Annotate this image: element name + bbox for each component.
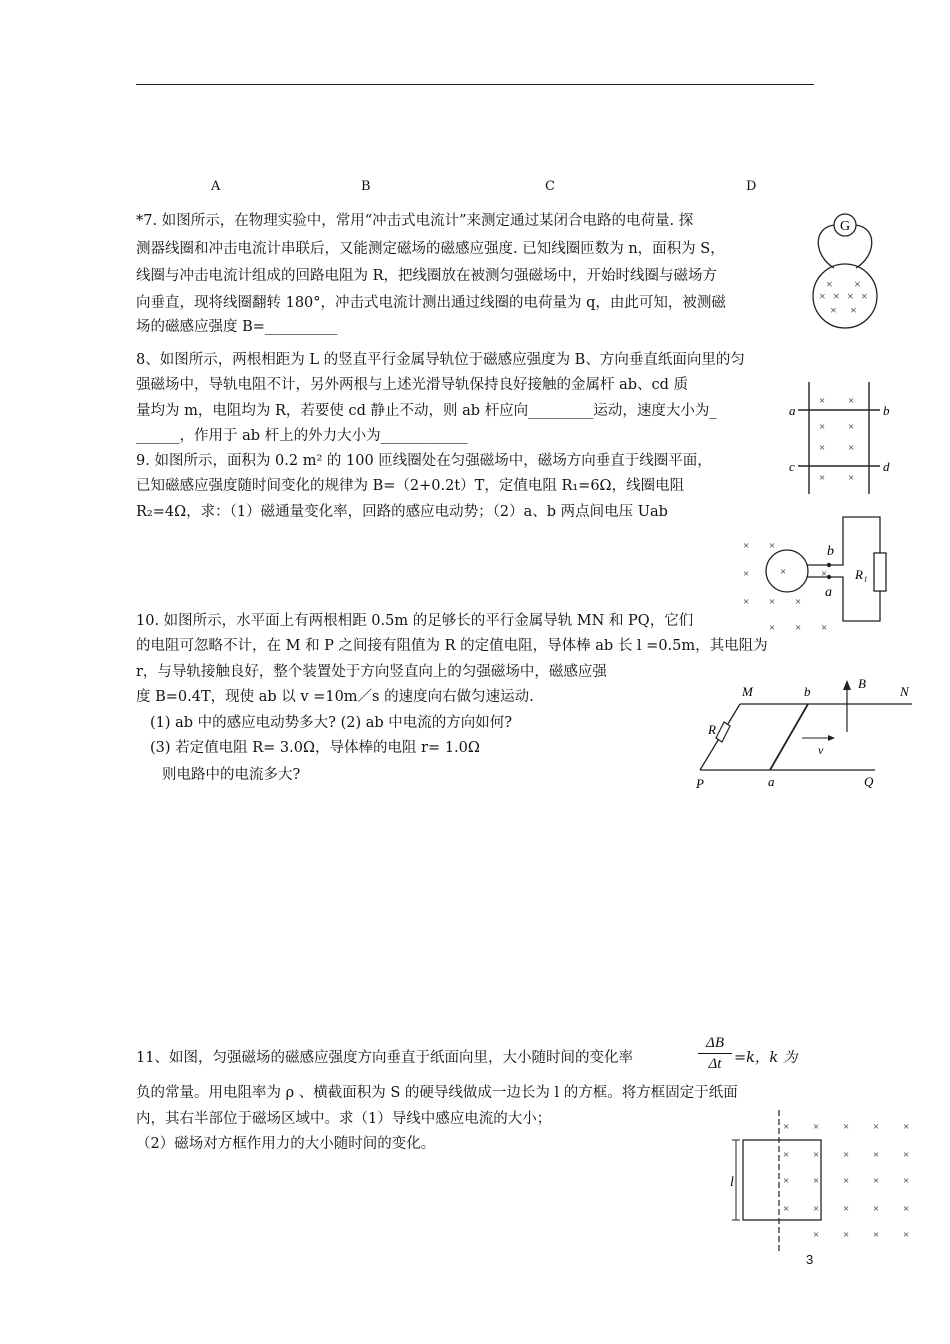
svg-text:×: × — [813, 1121, 820, 1133]
svg-text:×: × — [873, 1229, 880, 1241]
q8-line: ______，作用于 ab 杆上的外力大小为____________ — [136, 428, 468, 444]
svg-text:×: × — [821, 568, 828, 580]
svg-text:×: × — [819, 472, 826, 484]
svg-text:l: l — [730, 1175, 734, 1190]
svg-text:×: × — [783, 1149, 790, 1161]
q11-line-start: 11、如图，匀强磁场的磁感应强度方向垂直于纸面向里，大小随时间的变化率 — [136, 1050, 633, 1066]
svg-text:×: × — [843, 1121, 850, 1133]
svg-text:×: × — [848, 395, 855, 407]
svg-text:v: v — [818, 743, 824, 757]
q9-figure — [735, 513, 895, 645]
svg-text:×: × — [903, 1229, 910, 1241]
svg-text:N: N — [900, 684, 909, 699]
svg-text:×: × — [743, 568, 750, 580]
svg-text:a: a — [768, 774, 775, 789]
svg-text:R₁: R₁ — [855, 567, 868, 582]
svg-text:a: a — [789, 403, 796, 418]
svg-text:d: d — [883, 459, 890, 474]
galvanometer-label: G — [839, 219, 851, 234]
q10-sub: 则电路中的电流多大? — [162, 767, 301, 783]
svg-text:×: × — [873, 1175, 880, 1187]
q8-line: 强磁场中，导轨电阻不计，另外两根与上述光滑导轨保持良好接触的金属杆 ab、cd 质 — [136, 377, 689, 393]
svg-text:×: × — [873, 1149, 880, 1161]
svg-text:×: × — [819, 289, 826, 303]
q11-line: 负的常量。用电阻率为 ρ 、横截面积为 S 的硬导线做成一边长为 l 的方框。将方框固定于纸面 — [136, 1085, 738, 1101]
q9-line: 已知磁感应强度随时间变化的规律为 B=（2+0.2t）T，定值电阻 R₁=6Ω，线圈电阻 — [136, 478, 685, 494]
svg-text:b: b — [883, 403, 890, 418]
svg-text:×: × — [783, 1203, 790, 1215]
svg-text:×: × — [743, 540, 750, 552]
q10-figure — [690, 676, 920, 794]
q11-line-end: =k，k 为 — [734, 1050, 798, 1066]
q11-figure — [728, 1108, 924, 1256]
svg-text:b: b — [804, 684, 811, 699]
svg-text:×: × — [819, 395, 826, 407]
svg-text:×: × — [843, 1175, 850, 1187]
svg-text:×: × — [783, 1121, 790, 1133]
q7-figure — [808, 208, 884, 334]
svg-text:×: × — [850, 303, 857, 317]
option-b: B — [361, 179, 371, 194]
svg-text:×: × — [821, 622, 828, 634]
q7-line: 测器线圈和冲击电流计串联后，又能测定磁场的磁感应强度. 已知线圈匝数为 n，面积为 S， — [136, 241, 725, 257]
q11-fraction-bar — [698, 1053, 732, 1054]
svg-text:×: × — [873, 1121, 880, 1133]
q11-fraction — [698, 1034, 732, 1073]
svg-text:×: × — [903, 1203, 910, 1215]
svg-text:B: B — [858, 676, 866, 691]
q9-line: R₂=4Ω，求：（1）磁通量变化率，回路的感应电动势；（2）a、b 两点间电压 Uab — [136, 504, 668, 520]
svg-text:×: × — [813, 1203, 820, 1215]
q8-line: 8、如图所示，两根相距为 L 的竖直平行金属导轨位于磁感应强度为 B、方向垂直纸面向里的匀 — [136, 352, 745, 368]
svg-text:×: × — [819, 421, 826, 433]
option-d: D — [746, 179, 757, 194]
option-a: A — [211, 179, 221, 194]
header-rule — [136, 84, 814, 85]
svg-text:×: × — [830, 303, 837, 317]
svg-text:×: × — [769, 540, 776, 552]
svg-text:×: × — [903, 1175, 910, 1187]
svg-text:×: × — [795, 596, 802, 608]
svg-text:×: × — [813, 1229, 820, 1241]
q10-line: 的电阻可忽略不计，在 M 和 P 之间接有阻值为 R 的定值电阻，导体棒 ab 长 l =0.5m，其电阻为 — [136, 638, 768, 654]
svg-text:×: × — [795, 622, 802, 634]
svg-text:×: × — [813, 1175, 820, 1187]
svg-text:a: a — [825, 585, 832, 600]
svg-text:×: × — [769, 622, 776, 634]
svg-text:×: × — [848, 472, 855, 484]
svg-text:×: × — [769, 596, 776, 608]
svg-text:c: c — [789, 459, 795, 474]
svg-text:×: × — [783, 1175, 790, 1187]
q10-line: r，与导轨接触良好，整个装置处于方向竖直向上的匀强磁场中，磁感应强 — [136, 664, 607, 680]
svg-text:×: × — [847, 289, 854, 303]
svg-text:R: R — [708, 722, 716, 737]
option-c: C — [545, 179, 555, 194]
q11-line: 内，其右半部位于磁场区域中。求（1）导线中感应电流的大小； — [136, 1111, 552, 1127]
q7-line: 场的磁感应强度 B=__________ — [136, 319, 338, 335]
q7-line: *7. 如图所示，在物理实验中，常用“冲击式电流计”来测定通过某闭合电路的电荷量. 探 — [136, 213, 694, 229]
svg-text:×: × — [903, 1121, 910, 1133]
svg-text:b: b — [827, 544, 834, 559]
svg-text:M: M — [742, 684, 753, 699]
svg-text:×: × — [813, 1149, 820, 1161]
q7-line: 线圈与冲击电流计组成的回路电阻为 R，把线圈放在被测匀强磁场中，开始时线圈与磁场方 — [136, 268, 718, 284]
svg-text:×: × — [833, 289, 840, 303]
svg-text:×: × — [780, 566, 787, 578]
svg-text:Q: Q — [864, 774, 874, 789]
svg-text:×: × — [843, 1229, 850, 1241]
q10-line: 10. 如图所示，水平面上有两根相距 0.5m 的足够长的平行金属导轨 MN 和 PQ，它们 — [136, 613, 694, 629]
q11-fraction-denominator: Δt — [708, 1056, 722, 1072]
q7-line: 向垂直，现将线圈翻转 180°，冲击式电流计测出通过线圈的电荷量为 q，由此可知，被测磁 — [136, 295, 726, 311]
svg-text:×: × — [873, 1203, 880, 1215]
q8-figure — [786, 378, 898, 496]
svg-text:×: × — [843, 1149, 850, 1161]
q8-line: 量均为 m，电阻均为 R，若要使 cd 静止不动，则 ab 杆应向_________运动，速度大小为_ — [136, 403, 717, 419]
q11-fraction-numerator: ΔB — [706, 1035, 724, 1051]
svg-text:×: × — [861, 289, 868, 303]
svg-text:P: P — [696, 776, 704, 791]
q10-sub: (1) ab 中的感应电动势多大? (2) ab 中电流的方向如何? — [150, 715, 513, 731]
svg-text:×: × — [854, 277, 861, 291]
svg-text:×: × — [848, 442, 855, 454]
q10-sub: (3) 若定值电阻 R= 3.0Ω，导体棒的电阻 r= 1.0Ω — [150, 740, 480, 756]
svg-text:×: × — [848, 421, 855, 433]
svg-text:×: × — [903, 1149, 910, 1161]
q10-line: 度 B=0.4T，现使 ab 以 v =10m／s 的速度向右做匀速运动. — [136, 689, 534, 705]
svg-text:×: × — [826, 277, 833, 291]
svg-text:×: × — [843, 1203, 850, 1215]
page-number: 3 — [806, 1252, 814, 1267]
q9-line: 9. 如图所示，面积为 0.2 m² 的 100 匝线圈处在匀强磁场中，磁场方向垂直于线圈平面， — [136, 453, 712, 469]
svg-text:×: × — [819, 442, 826, 454]
q11-line: （2）磁场对方框作用力的大小随时间的变化。 — [136, 1136, 436, 1152]
svg-text:×: × — [743, 596, 750, 608]
